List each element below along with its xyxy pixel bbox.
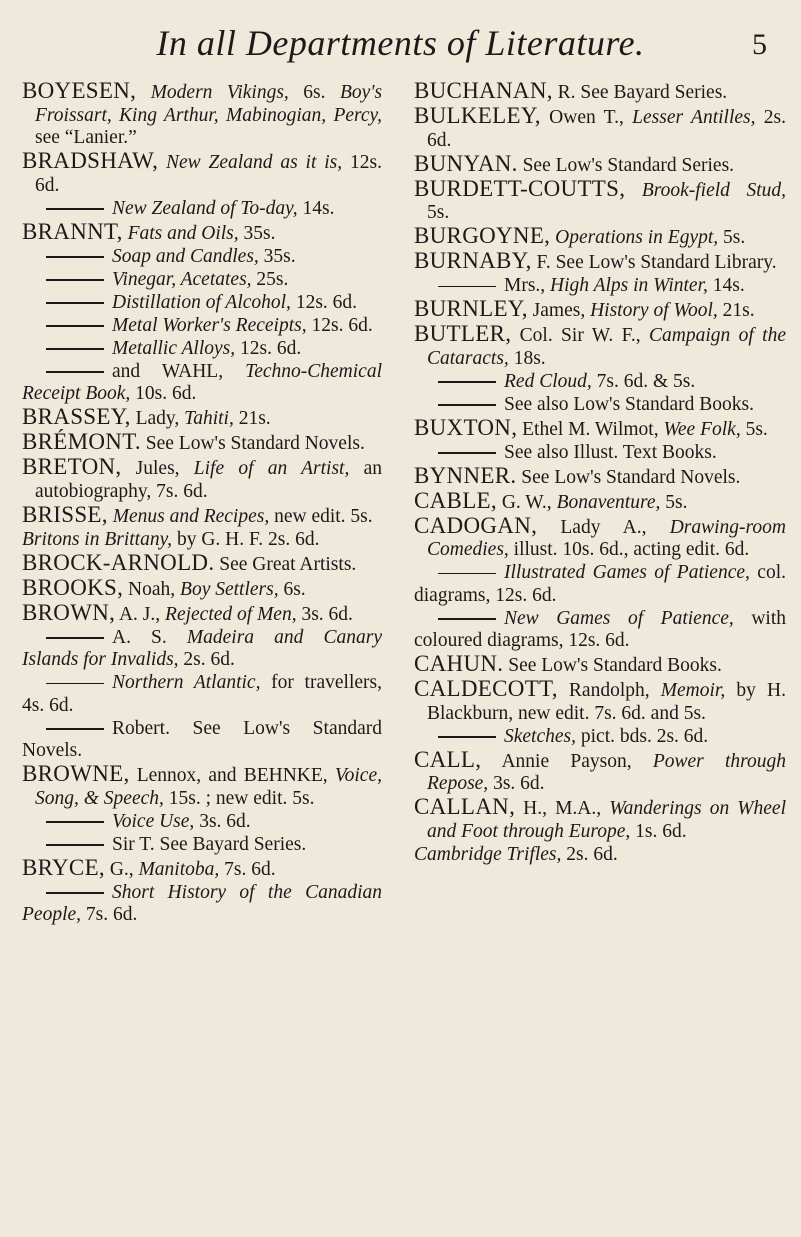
entry-text: see “Lanier.” [35,127,137,148]
entry-text: by H. Blackburn, new edit. 7s. 6d. and 5s. [427,680,786,724]
entry-text: for travellers, 4s. 6d. [22,672,382,716]
catalogue-entry [22,456,382,503]
entry-text: 12s. 6d. [290,291,358,313]
catalogue-entry [22,549,382,577]
entry-text: See Low's Standard Novels. [140,433,365,454]
entry-title: Tahiti, [184,408,234,429]
entry-text: 3s. 6d. [194,810,251,832]
entry-title: Wee Folk, [663,418,741,440]
author-name: BROOKS, [22,574,124,600]
catalogue-subentry [22,811,382,834]
entry-text: 35s. [258,245,296,267]
entry-title: New Zealand of To-day, [112,197,298,219]
author-name: BURGOYNE, [414,223,551,248]
entry-title: Distillation of Alcohol, [112,291,291,313]
entry-text: 12s. 6d. [306,314,373,336]
catalogue-entry [414,512,786,562]
author-name: CALLAN, [414,794,516,819]
entry-title: Madeira and Canary Islands for Invalids, [22,626,382,670]
ditto-rule [46,728,104,730]
catalogue-subentry [22,834,382,857]
entry-title: Soap and Candles, [112,245,259,267]
entry-title: Memoir, [660,680,726,701]
catalogue-entry [414,414,786,442]
entry-text: col. diagrams, 12s. 6d. [414,562,786,606]
entry-text: Noah, [123,578,181,600]
entry-text: Annie Payson, [481,750,653,772]
entry-text: A. S. [112,626,187,648]
entry-text: 7s. 6d. [219,858,276,880]
author-name: BUCHANAN, [414,78,553,103]
catalogue-entry [414,653,786,678]
entry-text: Ethel M. Wilmot, [517,418,664,440]
entry-text: James, [527,300,591,321]
entry-title: Boy Settlers, [180,578,279,600]
author-name: BRASSEY, [22,404,131,429]
entry-text: 21s. [233,408,271,429]
entry-title: Britons in Brittany, [22,528,173,550]
catalogue-entry [414,225,786,250]
catalogue-subentry [414,442,786,465]
catalogue-entry [22,854,382,882]
entry-text: pict. bds. 2s. 6d. [576,725,709,747]
entry-text: by G. H. F. 2s. 6d. [172,528,320,550]
entry-text: 6s. [278,578,306,600]
entry-title: History of Wool, [590,300,718,321]
entry-title: Sketches, [504,725,577,747]
catalogue-subentry [414,275,786,298]
catalogue-subentry [22,292,382,315]
entry-text: 14s. [707,275,745,296]
entry-text [136,82,150,103]
entry-text: 25s. [251,268,289,290]
entry-text: 3s. 6d. [488,773,545,794]
entry-text: 18s. [508,347,546,369]
entry-text: Col. Sir W. F., [511,325,650,346]
author-name: BOYESEN, [22,78,137,103]
entry-title: Rejected of Men, [165,603,297,625]
entry-text: Owen T., [540,107,633,128]
entry-title: Menus and Recipes, [112,505,270,527]
entry-title: Metallic Alloys, [112,337,236,359]
author-name: BRANNT, [22,218,123,244]
author-name: BRETON, [22,454,122,479]
author-name: BROWNE, [22,761,130,786]
ditto-rule [46,348,104,350]
author-name: BUNYAN. [414,150,518,176]
author-name: BYNNER. [414,462,517,488]
page-number: 5 [752,28,767,61]
entry-text: Sir T. See Bayard Series. [112,833,307,855]
ditto-rule [438,404,496,406]
author-name: BRADSHAW, [22,148,159,173]
entry-text: 5s. [740,418,768,440]
entry-title: Wanderings on Wheel and Foot through Europe, [427,798,786,842]
entry-title: Red Cloud, [504,370,592,392]
entry-text: See Low's Standard Series. [517,154,735,176]
entry-text [625,180,642,201]
entry-title: Techno-Chemical Receipt Book, [22,360,382,404]
entry-text [158,152,166,173]
ditto-rule [46,637,104,639]
entry-text: Lady, [130,408,185,429]
entry-title: Drawing-room Comedies, [427,516,786,560]
author-name: BRISSE, [22,501,108,527]
entry-text: A. J., [115,603,166,625]
entry-title: Campaign of the Cataracts, [427,325,786,369]
catalogue-entry [22,574,382,602]
ditto-rule [46,325,104,327]
catalogue-subentry [414,394,786,417]
entry-title: Voice Use, [112,810,195,832]
ditto-rule [438,573,496,575]
catalogue-subentry [22,361,382,406]
catalogue-subentry [414,562,786,607]
author-name: BRÉMONT. [22,429,141,454]
entry-text: an autobiography, 7s. 6d. [35,458,382,502]
catalogue-entry [22,599,382,627]
author-name: BURNLEY, [414,296,528,321]
catalogue-entry [22,406,382,431]
entry-text: 12s. 6d. [35,152,382,196]
entry-text: Robert. See Low's Standard Novels. [22,717,382,761]
entry-title: Brook-field Stud, [641,179,786,201]
entry-text: Jules, [121,458,194,479]
entry-text: H., M.A., [515,798,610,819]
entry-title: Life of an Artist, [193,458,350,479]
entry-text: See Great Artists. [214,553,357,575]
catalogue-entry [414,796,786,843]
author-name: BURDETT-COUTTS, [414,175,626,201]
catalogue-entry [414,678,786,725]
catalogue-entry [414,150,786,178]
ditto-rule [46,302,104,304]
catalogue-subentry [22,718,382,763]
ditto-rule [46,208,104,210]
entry-title: Cambridge Trifles, [414,843,562,865]
entry-text: Mrs., [504,275,551,296]
catalogue-subentry [22,338,382,361]
author-name: BUXTON, [414,414,518,440]
entry-text: 10s. 6d. [130,383,197,404]
entry-text: 35s. [238,222,276,244]
catalogue-entry [414,844,786,867]
catalogue-entry [414,105,786,152]
entry-text: 6s. [288,82,340,103]
author-name: CADOGAN, [414,512,538,538]
catalogue-entry [22,218,382,246]
entry-title: Illustrated Games of Patience, [504,562,750,583]
catalogue-entry [414,462,786,490]
catalogue-entry [22,150,382,197]
left-column [22,80,382,927]
entry-text: 5s. [660,491,688,513]
ditto-rule [46,256,104,258]
catalogue-entry [414,175,786,225]
ditto-rule [46,892,104,894]
page-header [0,18,801,68]
right-column [414,80,786,867]
entry-title: Power through Repose, [427,750,786,794]
catalogue-subentry [22,882,382,927]
entry-title: Operations in Egypt, [555,227,719,248]
entry-text: 15s. ; new edit. 5s. [163,787,315,809]
entry-text: 21s. [717,300,755,321]
ditto-rule [438,618,496,620]
entry-text: G., [104,858,139,880]
entry-title: New Zealand as it is, [166,152,343,173]
catalogue-entry [414,80,786,105]
entry-title: High Alps in Winter, [550,275,708,296]
catalogue-subentry [22,269,382,292]
entry-title: Modern Vikings, [150,82,289,103]
entry-text: 5s. [427,202,450,223]
ditto-rule [438,286,496,288]
entry-text: Lady A., [537,516,670,538]
catalogue-entry [22,431,382,456]
entry-text: See also Illust. Text Books. [504,441,717,463]
entry-text: 2s. 6d. [427,107,786,151]
ditto-rule [46,683,104,685]
ditto-rule [46,279,104,281]
author-name: BRYCE, [22,854,105,880]
author-name: BUTLER, [414,321,512,346]
running-head: In all Departments of Literature. [156,23,645,63]
catalogue-subentry [414,726,786,749]
entry-text: 1s. 6d. [630,820,687,842]
entry-text: See also Low's Standard Books. [504,393,754,415]
entry-text: 12s. 6d. [235,337,302,359]
entry-title: New Games of Patience, [504,607,734,629]
catalogue-entry [414,323,786,370]
entry-text: See Low's Standard Novels. [516,466,741,488]
entry-text: 7s. 6d. [81,904,138,925]
entry-text: Randolph, [557,680,661,701]
catalogue-entry [22,501,382,529]
author-name: CABLE, [414,487,497,513]
catalogue-entry [22,529,382,552]
catalogue-entry [414,298,786,323]
entry-text: 14s. [297,197,335,219]
ditto-rule [46,821,104,823]
catalogue-entry [22,763,382,810]
entry-text: F. See Low's Standard Library. [531,252,777,273]
author-name: BURNABY, [414,248,532,273]
entry-title: Northern Atlantic, [112,672,261,693]
entry-text: 3s. 6d. [296,603,353,625]
entry-title: Short History of the Canadian People, [22,881,382,925]
catalogue-subentry [22,246,382,269]
ditto-rule [46,371,104,373]
author-name: BULKELEY, [414,103,541,128]
author-name: BROWN, [22,599,116,625]
entry-title: Fats and Oils, [127,222,239,244]
entry-title: Bonaventure, [556,491,661,513]
author-name: CALL, [414,746,482,772]
entry-text: G. W., [496,491,557,513]
entry-title: Vinegar, Acetates, [112,268,252,290]
ditto-rule [438,452,496,454]
catalogue-subentry [22,315,382,338]
entry-title: Boy's Froissart, King Arthur, Mabinogian, Percy, [35,82,383,126]
author-name: BROCK-ARNOLD. [22,549,215,575]
entry-title: Metal Worker's Receipts, [112,314,307,336]
entry-text: Lennox, and BEHNKE, [129,765,335,786]
entry-text: and WAHL, [112,360,246,382]
entry-text: illust. 10s. 6d., acting edit. 6d. [508,539,750,560]
catalogue-entry [414,487,786,515]
ditto-rule [438,736,496,738]
entry-title: Voice, Song, & Speech, [35,765,382,809]
entry-text: 5s. [718,227,746,248]
entry-title: Lesser Antilles, [632,107,756,128]
entry-text: R. See Bayard Series. [552,82,728,103]
entry-text: See Low's Standard Books. [503,655,722,676]
catalogue-subentry [22,627,382,672]
catalogue-subentry [414,371,786,394]
catalogue-entry [22,80,382,150]
catalogue-entry [414,250,786,275]
catalogue-subentry [22,198,382,221]
catalogue-subentry [414,608,786,653]
entry-text: new edit. 5s. [269,505,373,527]
catalogue-entry [414,746,786,796]
author-name: CAHUN. [414,651,504,676]
author-name: CALDECOTT, [414,676,558,701]
entry-text: 2s. 6d. [178,649,235,670]
entry-text: with coloured diagrams, 12s. 6d. [414,607,786,651]
entry-text: 2s. 6d. [561,843,618,865]
entry-text: 7s. 6d. & 5s. [591,370,696,392]
entry-title: Manitoba, [138,858,220,880]
ditto-rule [438,381,496,383]
ditto-rule [46,844,104,846]
catalogue-subentry [22,672,382,717]
